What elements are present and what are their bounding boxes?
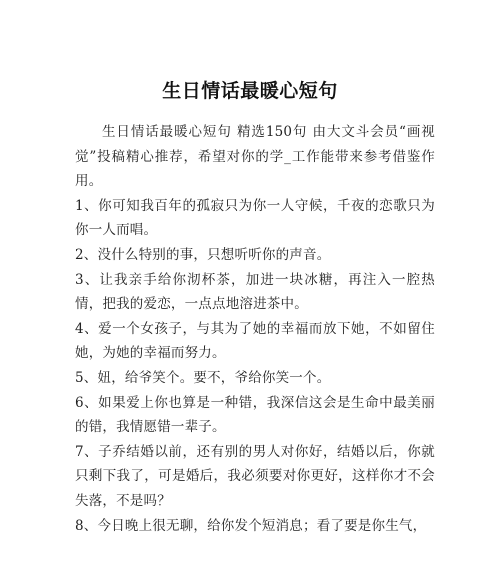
list-item-5: 5、妞，给爷笑个。要不，爷给你笑一个。 [75, 369, 331, 386]
list-item-4: 4、爱一个女孩子，与其为了她的幸福而放下她，不如留住她，为她的幸福而努力。 [75, 320, 435, 362]
list-item-2: 2、没什么特别的事，只想听听你的声音。 [75, 246, 331, 263]
list-item-7: 7、子乔结婚以前，还有别的男人对你好，结婚以后，你就只剩下我了，可是婚后，我必须要对你更好，这样你才不会失落，不是吗？ [75, 443, 435, 509]
list-item-6: 6、如果爱上你也算是一种错，我深信这会是生命中最美丽的错，我情愿错一辈子。 [75, 394, 435, 436]
list-item-1: 1、你可知我百年的孤寂只为你一人守候，千夜的恋歌只为你一人而唱。 [75, 197, 435, 239]
list-item-3: 3、让我亲手给你沏杯茶，加进一块冰糖，再注入一腔热情，把我的爱恋，一点点地溶进茶中。 [75, 271, 435, 313]
document-body [75, 120, 435, 538]
intro-paragraph: 生日情话最暖心短句 精选150句 由大文斗会员“画视觉”投稿精心推荐，希望对你的学_工作能带来参考借鉴作用。 [75, 124, 435, 190]
document-title: 生日情话最暖心短句 [162, 80, 338, 102]
list-item-8: 8、今日晚上很无聊，给你发个短消息；看了要是你生气， [75, 517, 427, 534]
